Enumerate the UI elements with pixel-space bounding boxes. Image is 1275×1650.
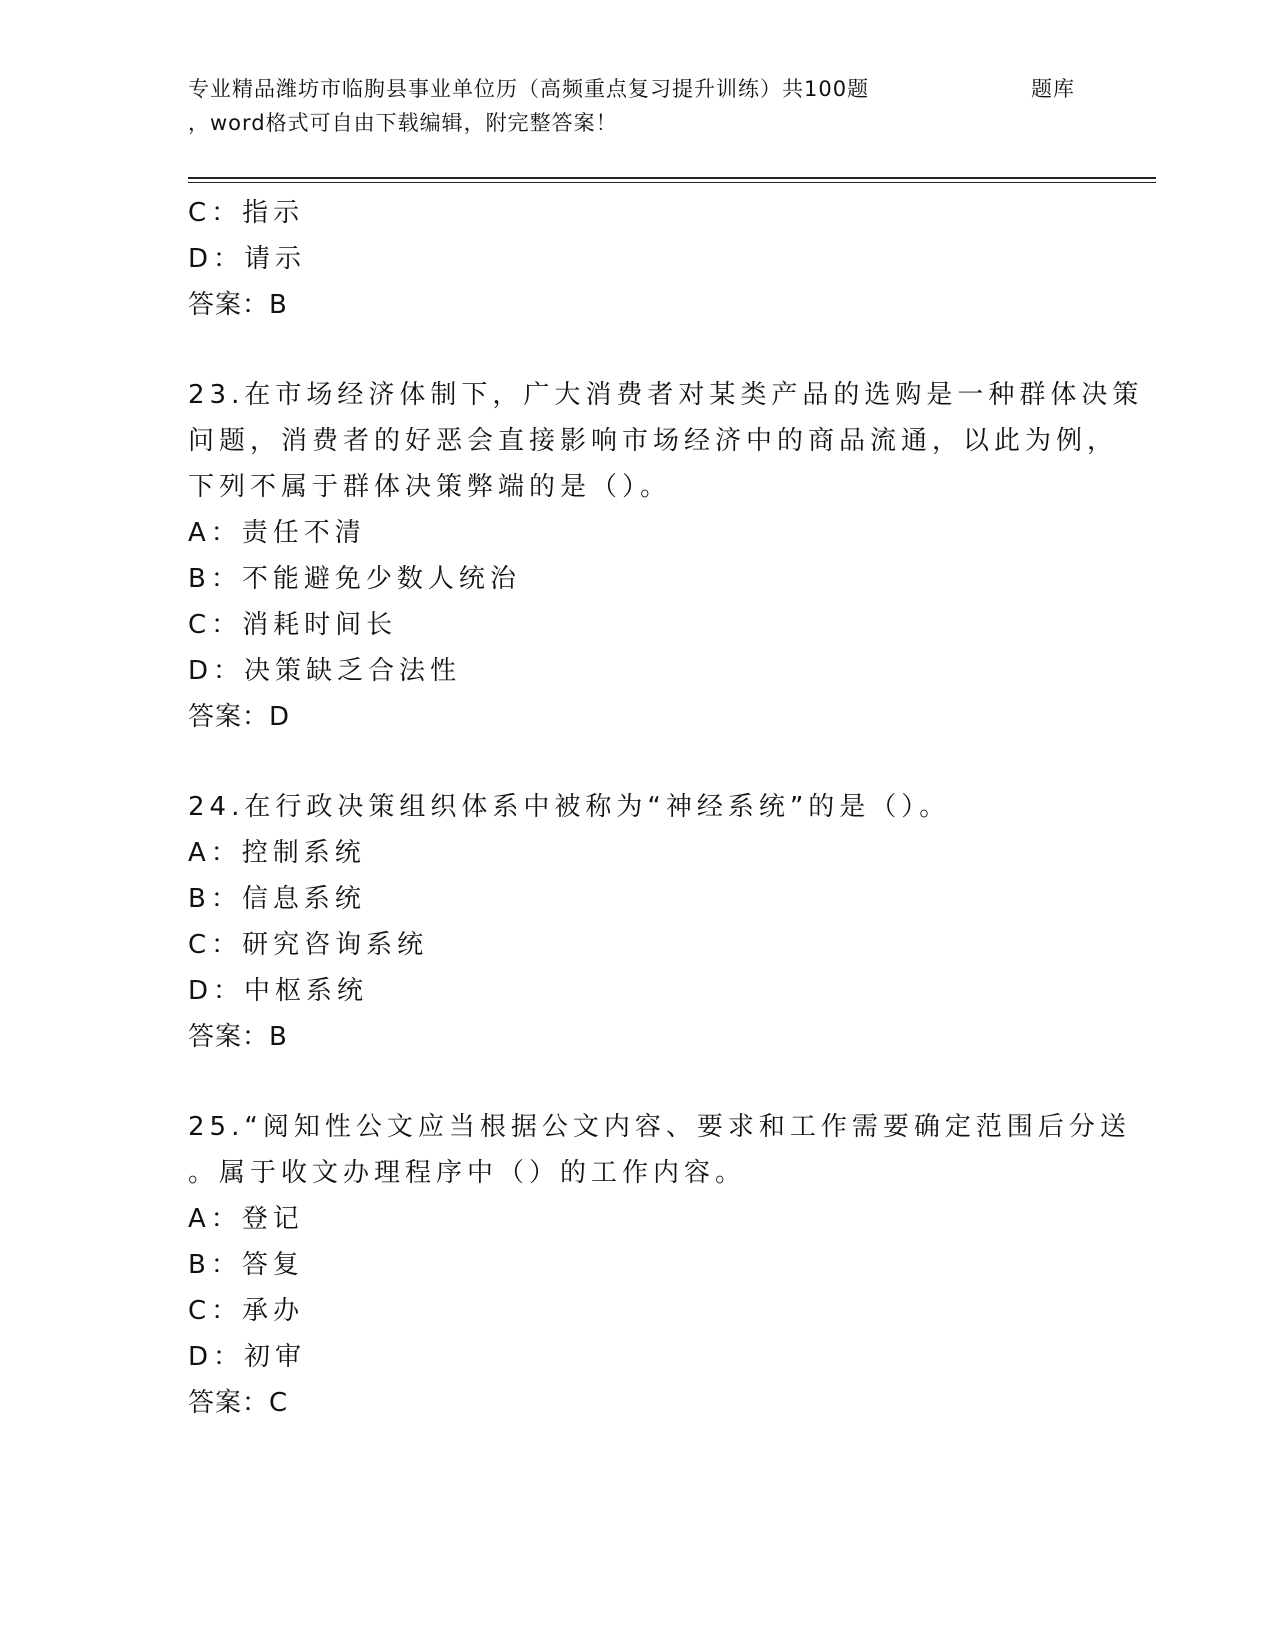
spacer bbox=[188, 740, 1088, 784]
question-stem: 25.“阅知性公文应当根据公文内容、要求和工作需要确定范围后分送 bbox=[188, 1112, 1131, 1142]
question-stem: 24.在行政决策组织体系中被称为“神经系统”的是（）。 bbox=[188, 792, 951, 822]
spacer bbox=[188, 328, 1088, 372]
header-title-line1 bbox=[188, 72, 1098, 106]
option-d: D：初审 bbox=[188, 1342, 307, 1372]
option-c: C：研究咨询系统 bbox=[188, 930, 429, 960]
answer-line: 答案：B bbox=[188, 290, 288, 320]
option-c: C：承办 bbox=[188, 1296, 305, 1326]
option-d: D：中枢系统 bbox=[188, 976, 369, 1006]
option-b: B：答复 bbox=[188, 1250, 304, 1280]
document-body bbox=[188, 190, 1144, 1426]
question-stem: 问题，消费者的好恶会直接影响市场经济中的商品流通，以此为例， bbox=[188, 426, 1119, 456]
question-stem: 下列不属于群体决策弊端的是（）。 bbox=[188, 472, 672, 502]
header-title-right: 题库 bbox=[1031, 77, 1075, 101]
option-c: C：指示 bbox=[188, 198, 305, 228]
option-c: C：消耗时间长 bbox=[188, 610, 398, 640]
header-divider bbox=[188, 177, 1156, 179]
question-25 bbox=[188, 1104, 1131, 1426]
page-header bbox=[188, 72, 1098, 140]
answer-line: 答案：D bbox=[188, 702, 291, 732]
answer-line: 答案：B bbox=[188, 1022, 288, 1052]
option-d: D：决策缺乏合法性 bbox=[188, 656, 462, 686]
header-title-text: 专业精品潍坊市临朐县事业单位历（高频重点复习提升训练）共100题 bbox=[188, 77, 870, 101]
header-title-line2: ，word格式可自由下载编辑，附完整答案！ bbox=[188, 111, 618, 135]
question-24 bbox=[188, 784, 1088, 1060]
question-stem: 23.在市场经济体制下，广大消费者对某类产品的选购是一种群体决策 bbox=[188, 380, 1144, 410]
option-a: A：登记 bbox=[188, 1204, 304, 1234]
question-stem: 。属于收文办理程序中（）的工作内容。 bbox=[188, 1158, 747, 1188]
option-a: A：责任不清 bbox=[188, 518, 366, 548]
header-divider-thin bbox=[188, 182, 1156, 183]
option-b: B：不能避免少数人统治 bbox=[188, 564, 521, 594]
option-d: D：请示 bbox=[188, 244, 307, 274]
option-a: A：控制系统 bbox=[188, 838, 366, 868]
option-b: B：信息系统 bbox=[188, 884, 366, 914]
question-23 bbox=[188, 372, 1144, 740]
spacer bbox=[188, 1060, 1088, 1104]
answer-line: 答案：C bbox=[188, 1388, 289, 1418]
prev-question-tail bbox=[188, 190, 1088, 328]
